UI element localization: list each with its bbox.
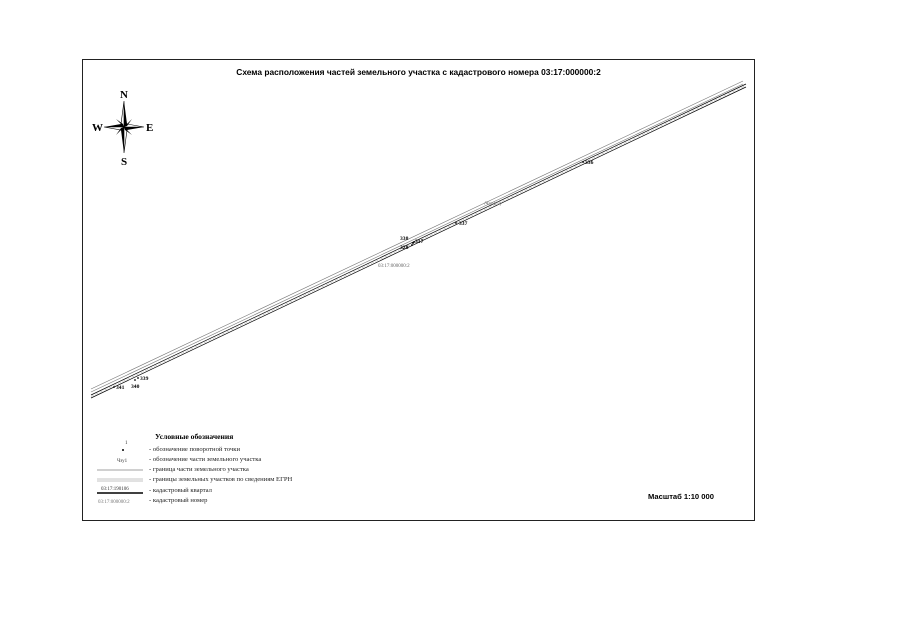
cadastral-number-label: 03:17:000000:2 — [378, 264, 410, 269]
legend-item: - кадастровый номер — [149, 497, 208, 504]
point-label: 340 — [131, 384, 140, 390]
map-sheet — [82, 59, 755, 521]
legend-cadnum-symbol: 03:17:000000:2 — [98, 500, 130, 505]
point-marker — [582, 161, 584, 163]
point-label: 338 — [400, 236, 409, 242]
point-marker — [455, 222, 457, 224]
legend-part-symbol: Чзу1 — [117, 459, 128, 464]
scale-label: Масштаб 1:10 000 — [648, 492, 714, 501]
point-marker — [113, 386, 115, 388]
legend-point-icon — [122, 449, 124, 451]
point-marker — [137, 377, 139, 379]
point-label: 339 — [140, 376, 149, 382]
legend-item: - обозначение части земельного участка — [149, 456, 262, 463]
point-label: 336 — [585, 160, 594, 166]
point-marker — [411, 244, 413, 246]
legend-point-number: 1 — [125, 441, 128, 446]
compass-rose-icon — [92, 89, 153, 168]
compass-west-label: W — [92, 122, 103, 134]
legend-item: - границы земельных участков по сведениям ЕГРН — [149, 476, 293, 483]
map-title: Схема расположения частей земельного участка с кадастрового номера 03:17:000000:2 — [236, 67, 601, 77]
point-label: 328 — [400, 245, 409, 251]
point-label: 317 — [415, 239, 424, 245]
point-label: 341 — [116, 385, 125, 391]
point-label: 337 — [459, 221, 468, 227]
part-label: /Чзу1(5) — [484, 202, 502, 207]
point-marker — [134, 379, 136, 381]
compass-north-label: N — [120, 89, 128, 101]
compass-south-label: S — [121, 156, 128, 168]
compass-east-label: E — [146, 122, 154, 134]
turning-points — [113, 160, 593, 391]
legend-quarter-symbol: 03:17:190106 — [101, 487, 129, 492]
legend-title: Условные обозначения — [155, 432, 234, 441]
legend-item: - обозначение поворотной точки — [149, 446, 241, 453]
legend-symbols — [97, 441, 143, 505]
legend-item: - кадастровый квартал — [149, 487, 212, 494]
legend-item: - граница части земельного участка — [149, 466, 249, 473]
